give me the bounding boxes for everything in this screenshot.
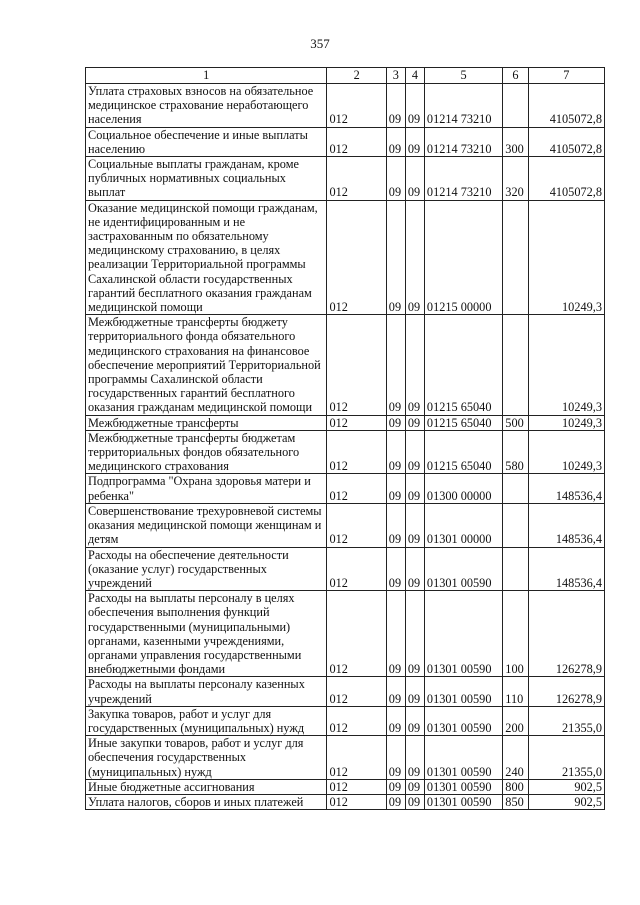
- row-code-6: 200: [503, 706, 528, 735]
- column-header-7: 7: [528, 68, 604, 84]
- row-name: Уплата страховых взносов на обязательное медицинское страхование неработающего населения: [86, 84, 327, 128]
- row-code-6: 320: [503, 157, 528, 201]
- row-name: Расходы на выплаты персоналу в целях обеспечения выполнения функций государственными (муниципальными) органами, казенными учреждениями, органами управления государственными внебюджетными фондами: [86, 591, 327, 677]
- row-code-5: 01301 00590: [424, 677, 502, 706]
- table-row: [86, 474, 605, 503]
- budget-table: [85, 67, 605, 810]
- row-name: Социальные выплаты гражданам, кроме публичных нормативных социальных выплат: [86, 157, 327, 201]
- row-code-3: 09: [386, 706, 405, 735]
- row-amount: 126278,9: [528, 677, 604, 706]
- row-amount: 10249,3: [528, 315, 604, 415]
- row-code-3: 09: [386, 503, 405, 547]
- row-code-6: 240: [503, 736, 528, 780]
- row-code-6: [503, 547, 528, 591]
- table-body: [86, 84, 605, 810]
- row-code-3: 09: [386, 677, 405, 706]
- row-code-5: 01215 00000: [424, 200, 502, 315]
- row-name: Совершенствование трехуровневой системы оказания медицинской помощи женщинам и детям: [86, 503, 327, 547]
- row-code-6: [503, 315, 528, 415]
- row-name: Закупка товаров, работ и услуг для государственных (муниципальных) нужд: [86, 706, 327, 735]
- row-code-5: 01214 73210: [424, 157, 502, 201]
- row-code-4: 09: [405, 200, 424, 315]
- row-code-6: 500: [503, 415, 528, 430]
- row-amount: 4105072,8: [528, 84, 604, 128]
- column-number-row: [86, 68, 605, 84]
- row-name: Иные закупки товаров, работ и услуг для обеспечения государственных (муниципальных) нужд: [86, 736, 327, 780]
- row-amount: 10249,3: [528, 430, 604, 474]
- row-amount: 4105072,8: [528, 127, 604, 156]
- row-code-6: 110: [503, 677, 528, 706]
- row-name: Подпрограмма "Охрана здоровья матери и ребенка": [86, 474, 327, 503]
- table-row: [86, 430, 605, 474]
- row-code-2: 012: [327, 415, 386, 430]
- table-row: [86, 84, 605, 128]
- column-header-2: 2: [327, 68, 386, 84]
- row-code-5: 01215 65040: [424, 415, 502, 430]
- table-row: [86, 677, 605, 706]
- row-code-2: 012: [327, 430, 386, 474]
- table-row: [86, 736, 605, 780]
- row-code-2: 012: [327, 503, 386, 547]
- row-code-4: 09: [405, 591, 424, 677]
- column-header-1: 1: [86, 68, 327, 84]
- column-header-6: 6: [503, 68, 528, 84]
- row-name: Расходы на обеспечение деятельности (оказание услуг) государственных учреждений: [86, 547, 327, 591]
- row-code-2: 012: [327, 200, 386, 315]
- column-header-4: 4: [405, 68, 424, 84]
- row-code-4: 09: [405, 415, 424, 430]
- row-code-5: 01300 00000: [424, 474, 502, 503]
- row-code-3: 09: [386, 591, 405, 677]
- row-code-2: 012: [327, 127, 386, 156]
- row-code-6: [503, 503, 528, 547]
- row-code-2: 012: [327, 591, 386, 677]
- row-code-6: 300: [503, 127, 528, 156]
- row-name: Уплата налогов, сборов и иных платежей: [86, 794, 327, 809]
- row-code-4: 09: [405, 503, 424, 547]
- row-code-4: 09: [405, 677, 424, 706]
- table-row: [86, 127, 605, 156]
- row-code-5: 01301 00590: [424, 706, 502, 735]
- row-code-6: 580: [503, 430, 528, 474]
- page-number: 357: [310, 36, 330, 51]
- row-code-2: 012: [327, 736, 386, 780]
- row-amount: 126278,9: [528, 591, 604, 677]
- table-row: [86, 591, 605, 677]
- column-header-5: 5: [424, 68, 502, 84]
- row-code-4: 09: [405, 794, 424, 809]
- row-code-3: 09: [386, 430, 405, 474]
- row-code-6: 100: [503, 591, 528, 677]
- row-code-6: [503, 474, 528, 503]
- row-code-4: 09: [405, 547, 424, 591]
- row-code-3: 09: [386, 779, 405, 794]
- row-name: Социальное обеспечение и иные выплаты населению: [86, 127, 327, 156]
- row-name: Расходы на выплаты персоналу казенных учреждений: [86, 677, 327, 706]
- row-code-2: 012: [327, 84, 386, 128]
- table-row: [86, 779, 605, 794]
- row-code-4: 09: [405, 779, 424, 794]
- row-code-6: 850: [503, 794, 528, 809]
- row-amount: 21355,0: [528, 736, 604, 780]
- row-code-3: 09: [386, 547, 405, 591]
- row-code-4: 09: [405, 157, 424, 201]
- row-code-5: 01301 00590: [424, 779, 502, 794]
- row-code-2: 012: [327, 474, 386, 503]
- row-code-3: 09: [386, 200, 405, 315]
- row-code-4: 09: [405, 84, 424, 128]
- table-row: [86, 794, 605, 809]
- row-name: Иные бюджетные ассигнования: [86, 779, 327, 794]
- row-amount: 10249,3: [528, 200, 604, 315]
- row-code-5: 01301 00590: [424, 547, 502, 591]
- row-code-3: 09: [386, 127, 405, 156]
- row-code-4: 09: [405, 430, 424, 474]
- row-code-2: 012: [327, 677, 386, 706]
- row-code-2: 012: [327, 547, 386, 591]
- row-code-5: 01301 00590: [424, 736, 502, 780]
- row-code-2: 012: [327, 315, 386, 415]
- table-row: [86, 315, 605, 415]
- row-name: Межбюджетные трансферты бюджету территориального фонда обязательного медицинского страхования на финансовое обеспечение мероприятий Территориальной программы Сахалинской области государственных гарантий бесплатного оказания гражданам медицинской помощи: [86, 315, 327, 415]
- row-code-3: 09: [386, 157, 405, 201]
- row-amount: 21355,0: [528, 706, 604, 735]
- row-code-3: 09: [386, 415, 405, 430]
- row-code-5: 01301 00590: [424, 591, 502, 677]
- table-row: [86, 547, 605, 591]
- row-code-6: [503, 84, 528, 128]
- row-code-3: 09: [386, 794, 405, 809]
- row-amount: 148536,4: [528, 474, 604, 503]
- row-code-2: 012: [327, 794, 386, 809]
- row-code-5: 01215 65040: [424, 430, 502, 474]
- row-code-4: 09: [405, 315, 424, 415]
- row-code-4: 09: [405, 736, 424, 780]
- row-code-5: 01301 00590: [424, 794, 502, 809]
- table-row: [86, 503, 605, 547]
- row-name: Межбюджетные трансферты: [86, 415, 327, 430]
- row-amount: 4105072,8: [528, 157, 604, 201]
- row-code-2: 012: [327, 706, 386, 735]
- table-row: [86, 706, 605, 735]
- row-code-5: 01214 73210: [424, 84, 502, 128]
- row-code-2: 012: [327, 779, 386, 794]
- table-row: [86, 415, 605, 430]
- row-code-5: 01215 65040: [424, 315, 502, 415]
- row-code-4: 09: [405, 127, 424, 156]
- row-code-5: 01214 73210: [424, 127, 502, 156]
- table-row: [86, 157, 605, 201]
- row-code-4: 09: [405, 706, 424, 735]
- row-code-3: 09: [386, 84, 405, 128]
- row-amount: 902,5: [528, 779, 604, 794]
- row-name: Межбюджетные трансферты бюджетам территориальных фондов обязательного медицинского страхования: [86, 430, 327, 474]
- row-code-3: 09: [386, 736, 405, 780]
- row-name: Оказание медицинской помощи гражданам, не идентифицированным и не застрахованным по обязательному медицинскому страхованию, в целях реализации Территориальной программы Сахалинской области государственных гарантий бесплатного оказания гражданам медицинской помощи: [86, 200, 327, 315]
- column-header-3: 3: [386, 68, 405, 84]
- row-code-6: 800: [503, 779, 528, 794]
- row-code-2: 012: [327, 157, 386, 201]
- row-code-5: 01301 00000: [424, 503, 502, 547]
- row-code-3: 09: [386, 315, 405, 415]
- row-amount: 148536,4: [528, 547, 604, 591]
- table-row: [86, 200, 605, 315]
- row-code-6: [503, 200, 528, 315]
- row-code-4: 09: [405, 474, 424, 503]
- row-amount: 148536,4: [528, 503, 604, 547]
- row-amount: 902,5: [528, 794, 604, 809]
- row-code-3: 09: [386, 474, 405, 503]
- row-amount: 10249,3: [528, 415, 604, 430]
